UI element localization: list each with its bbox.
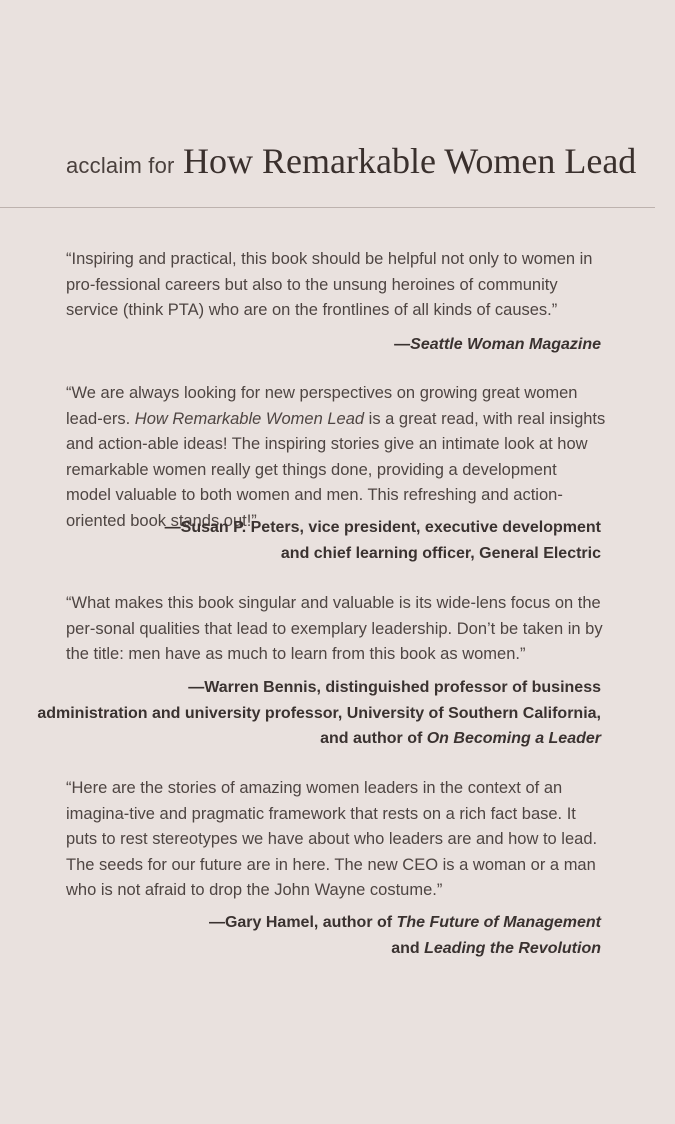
attribution-line: and chief learning officer, General Electric: [280, 544, 601, 562]
attribution-dash: —: [394, 336, 411, 353]
testimonial-quote-4: “Here are the stories of amazing women leaders in the context of an imagina-tive and pragmatic framework that rests on a rich fact base. It puts to rest stereotypes we have about who leaders are and how to lead. The seeds for our future are in here. The new CEO is a woman or a man who is not afraid to drop the John Wayne costume.”: [66, 779, 598, 899]
attribution-line: —Warren Bennis, distinguished professor of business: [188, 679, 601, 696]
page-header: [66, 140, 636, 182]
attribution-line: [37, 726, 601, 752]
attribution-prefix: —Gary Hamel, author of: [208, 914, 397, 931]
attribution-book-title: The Future of Management: [396, 914, 601, 931]
attribution-prefix: and: [391, 939, 425, 957]
quote-text-rest: is a great read, with real insights and action-able ideas! The inspiring stories give an intimate look at how remarkable women really get things done, providing a development model valuable to both women and men. This refreshing and action-oriented book stands out!”: [66, 409, 606, 530]
attribution-line: —Susan P. Peters, vice president, executive development: [164, 519, 601, 536]
attribution-book-title: Leading the Revolution: [424, 939, 601, 957]
attribution-source: Seattle Woman Magazine: [410, 336, 601, 353]
quote-text-start: “We are always looking for new perspectives on growing great women lead-ers.: [66, 384, 578, 428]
attribution-prefix: and author of: [320, 730, 427, 747]
testimonial-quote-2: [66, 381, 606, 534]
attribution-line: administration and university professor, University of Southern California,: [37, 704, 601, 722]
quote-book-title: How Remarkable Women Lead: [134, 409, 365, 428]
testimonial-attribution-3: [37, 675, 601, 752]
header-divider: [0, 207, 655, 208]
testimonial-attribution-4: [209, 910, 601, 961]
testimonial-quote-3: “What makes this book singular and valuable is its wide-lens focus on the per-sonal qualities that lead to exemplary leadership. Don’t be taken in by the title: men have as much to learn from this book as women.”: [66, 594, 603, 663]
testimonial-quote-1: “Inspiring and practical, this book should be helpful not only to women in pro-fessional careers but also to the unsung heroines of community service (think PTA) who are on the frontlines of all kinds of causes.”: [66, 250, 593, 319]
testimonial-attribution-2: [165, 515, 601, 566]
attribution-book-title: On Becoming a Leader: [426, 730, 601, 747]
testimonial-attribution-1: [394, 332, 601, 358]
book-title: How Remarkable Women Lead: [183, 141, 637, 181]
attribution-line: [209, 910, 601, 936]
header-prefix: acclaim for: [66, 153, 175, 178]
attribution-line: [209, 936, 601, 962]
